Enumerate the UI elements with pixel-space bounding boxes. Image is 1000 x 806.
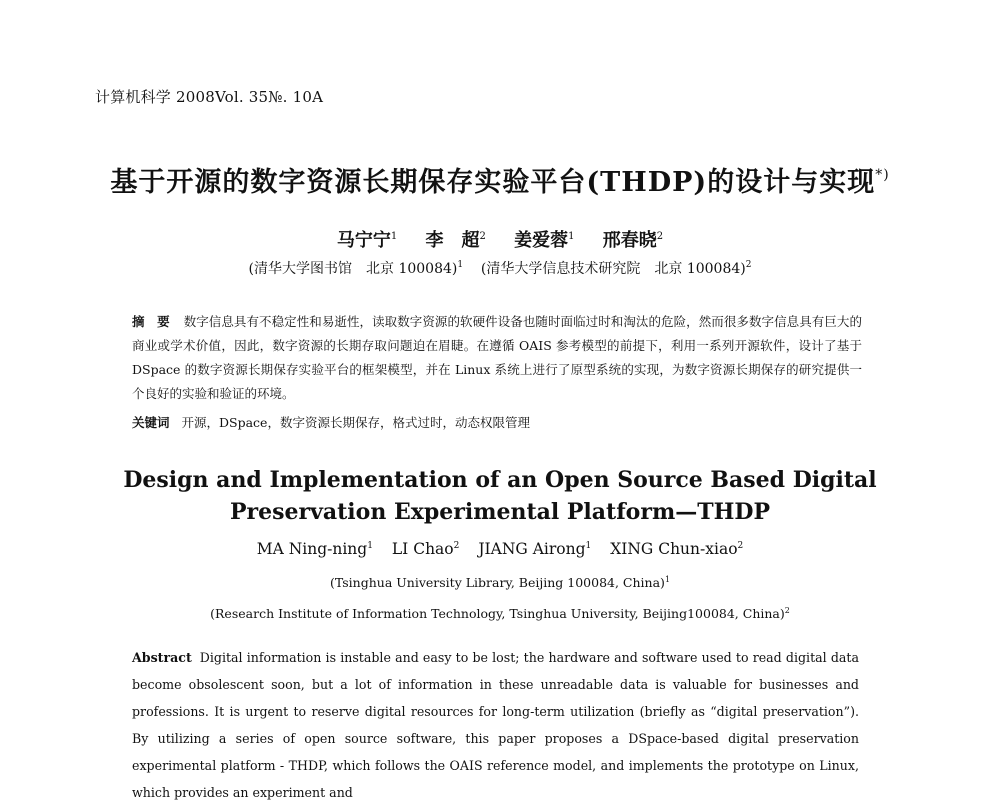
author-cn: 邢春晓$^2$ [602, 230, 664, 251]
affiliation-en: (Tsinghua University Library, Beijing 100084, China)$^1$ [329, 575, 671, 590]
author-en: XING Chun-xiao$^2$ [610, 540, 744, 558]
title-chinese-text: 基于开源的数字资源长期保存实验平台(THDP)的设计与实现 [110, 167, 876, 198]
author-en: MA Ning-ning$^1$ [256, 540, 373, 558]
title-english-line: Preservation Experimental Platform—THDP [229, 499, 770, 525]
title-english-line: Design and Implementation of an Open Source Based Digital [123, 467, 877, 493]
abstract-english [132, 644, 859, 800]
title-english [0, 464, 1000, 528]
journal-header: 计算机科学 2008Vol. 35№. 10A [95, 88, 324, 106]
author-en: LI Chao$^2$ [391, 540, 460, 558]
affiliations-chinese [0, 258, 1000, 278]
affiliation-en: (Research Institute of Information Technology, Tsinghua University, Beijing100084, China)$^2$ [210, 606, 790, 621]
keywords-chinese [132, 411, 862, 435]
abstract-cn-label: 摘 要 [132, 314, 170, 329]
keywords-cn-text: 开源，DSpace，数字资源长期保存，格式过时，动态权限管理 [181, 415, 530, 430]
abstract-en-label: Abstract [132, 650, 192, 665]
author-en: JIANG Airong$^1$ [478, 540, 592, 558]
keywords-cn-label: 关键词 [132, 415, 170, 430]
abstract-cn-text: 数字信息具有不稳定性和易逝性，读取数字资源的软硬件设备也随时面临过时和淘汰的危险，然而很多数字信息具有巨大的商业或学术价值，因此，数字资源的长期存取问题迫在眉睫。在遵循 OAIS 参考模型的前提下，利用一系列开源软件，设计了基于 DSpace 的数字资源长期保存实验平台的框架模型，并在 Linux 系统上进行了原型系统的实现，为数字资源长期保存的研究提供一个良好的实验和验证的环境。 [132, 314, 862, 401]
authors-chinese [0, 226, 1000, 252]
author-cn: 马宁宁$^1$ [336, 230, 398, 251]
authors-english [0, 540, 1000, 558]
author-cn: 姜爱蓉$^1$ [514, 230, 575, 251]
affiliations-english [0, 566, 1000, 628]
affiliation-cn: (清华大学信息技术研究院 北京 100084)$^2$ [480, 260, 752, 277]
title-chinese [0, 160, 1000, 199]
author-cn: 李 超$^2$ [425, 230, 486, 251]
abstract-en-text: Digital information is instable and easy to be lost; the hardware and software used to read digital data become obsolescent soon, but a lot of information in these unreadable data is valuable for businesses and professions. It is urgent to reserve digital resources for long-term utilization (briefly as “digital preservation”). By utilizing a series of open source software, this paper proposes a DSpace-based digital preservation experimental platform - THDP, which follows the OAIS reference model, and implements the prototype on Linux, which provides an experiment and [132, 650, 859, 800]
abstract-chinese [132, 310, 862, 406]
title-footnote-mark: *) [875, 167, 890, 183]
affiliation-cn: (清华大学图书馆 北京 100084)$^1$ [248, 260, 464, 277]
